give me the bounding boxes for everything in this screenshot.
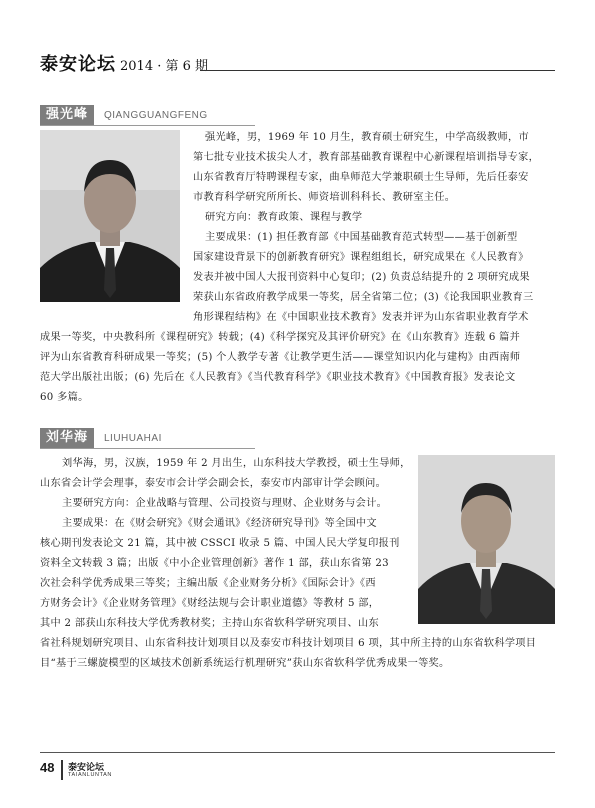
footer-journal-pinyin: TAIANLUNTAN: [68, 772, 112, 778]
text-line: 其中 2 部获山东科技大学优秀教材奖；主持山东省软科学研究项目、山东: [40, 618, 379, 629]
text-line: 主要研究方向：企业战略与管理、公司投资与理财、企业财务与会计。: [62, 498, 388, 509]
name-underline: [40, 448, 255, 449]
journal-title: 泰安论坛: [40, 54, 116, 75]
issue-label: 2014 · 第 6 期: [120, 59, 209, 74]
text-line: 市教育科学研究所所长、师资培训科科长、教研室主任。: [193, 192, 456, 203]
portrait-photo: [418, 455, 555, 624]
profile-pinyin: LIUHUAHAI: [104, 433, 162, 444]
profile-pinyin: QIANGGUANGFENG: [104, 110, 208, 121]
footer-divider: [61, 760, 63, 780]
text-line: 发表并被中国人大报刊资料中心复印；(2) 负责总结提升的 2 项研究成果: [193, 272, 530, 283]
text-line: 省社科规划研究项目、山东省科技计划项目以及泰安市科技计划项目 6 项，其中所主持的山东省软科学项目: [40, 638, 537, 649]
name-underline: [40, 125, 255, 126]
text-line: 主要成果：(1) 担任教育部《中国基础教育范式转型——基于创新型: [205, 232, 518, 243]
text-line: 角形课程结构》在《中国职业技术教育》发表并评为山东省职业教育学术: [193, 312, 529, 323]
text-line: 国家建设背景下的创新教育研究》课程组组长，研究成果在《人民教育》: [193, 252, 529, 263]
text-line: 强光峰，男，1969 年 10 月生，教育硕士研究生，中学高级教师，市: [205, 132, 529, 143]
text-line: 60 多篇。: [40, 392, 89, 403]
text-line: 核心期刊发表论文 21 篇，其中被 CSSCI 收录 5 篇、中国人民大学复印报刊: [40, 538, 400, 549]
text-line: 目“基于三螺旋模型的区域技术创新系统运行机理研究”获山东省软科学优秀成果一等奖。: [40, 658, 450, 669]
text-line: 荣获山东省政府教学成果一等奖，居全省第二位；(3)《论我国职业教育三: [193, 292, 534, 303]
text-line: 刘华海，男，汉族，1959 年 2 月出生，山东科技大学教授，硕士生导师，: [62, 458, 411, 469]
text-line: 评为山东省教育科研成果一等奖；(5) 个人教学专著《让教学更生活——课堂知识内化与建构》由西南师: [40, 352, 521, 363]
profile-name-tag: 刘华海: [40, 428, 94, 448]
text-line: 资料全文转载 3 篇；出版《中小企业管理创新》著作 1 部，获山东省第 23: [40, 558, 389, 569]
text-line: 第七批专业技术拔尖人才，教育部基础教育课程中心新课程培训指导专家，: [193, 152, 540, 163]
text-line: 山东省会计学会理事，泰安市会计学会副会长，泰安市内部审计学会顾问。: [40, 478, 387, 489]
text-line: 范大学出版社出版；(6) 先后在《人民教育》《当代教育科学》《职业技术教育》《中国教育报》发表论文: [40, 372, 516, 383]
text-line: 方财务会计》《企业财务管理》《财经法规与会计职业道德》等教材 5 部，: [40, 598, 380, 609]
profile-name-tag: 强光峰: [40, 105, 94, 125]
page-number: 48: [40, 760, 55, 775]
text-line: 次社会科学优秀成果三等奖；主编出版《企业财务分析》《国际会计》《西: [40, 578, 376, 589]
text-line: 山东省教育厅特聘课程专家，曲阜师范大学兼职硕士生导师，先后任泰安: [193, 172, 529, 183]
footer-journal-logo: 泰安论坛: [68, 763, 105, 773]
header-rule: [200, 70, 555, 71]
portrait-photo: [40, 130, 180, 302]
text-line: 研究方向：教育政策、课程与教学: [205, 212, 363, 223]
text-line: 主要成果：在《财会研究》《财会通讯》《经济研究导刊》等全国中文: [62, 518, 377, 529]
text-line: 成果一等奖，中央教科所《课程研究》转载；(4)《科学探究及其评价研究》在《山东教育》连载 6 篇并: [40, 332, 521, 343]
footer-rule: [40, 752, 555, 753]
